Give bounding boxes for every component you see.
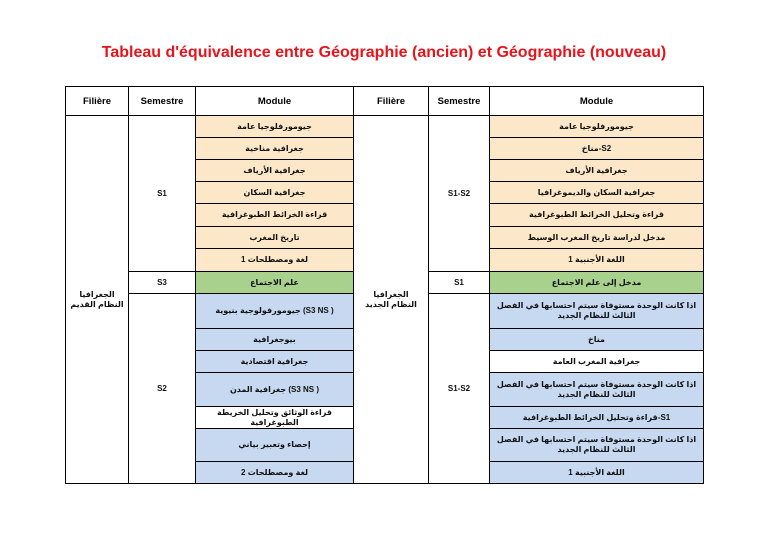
old-module-cell: علم الاجتماع (196, 272, 354, 294)
new-module-cell: جغرافية السكان والديموغرافيا (490, 182, 704, 204)
page-title: Tableau d'équivalence entre Géographie (ancien) et Géographie (nouveau) (101, 44, 667, 61)
new-module-cell: S2-مناخ (490, 138, 704, 160)
new-module-cell: S1-قراءة وتحليل الخرائط الطبوغرافية (490, 407, 704, 429)
new-module-cell: اللغة الأجنبية 1 (490, 249, 704, 272)
old-module-cell: ( S3 NS) جيومورفولوجية بنيوية (196, 294, 354, 329)
new-filiere-line2: النظام الجديد (365, 299, 417, 309)
header-module-old: Module (196, 87, 354, 116)
old-module-cell: جيومورفلوجيا عامة (196, 116, 354, 138)
old-module-cell: جغرافية اقتصادية (196, 351, 354, 373)
new-module-cell: جيومورفلوجيا عامة (490, 116, 704, 138)
old-module-cell: لغة ومصطلحات 1 (196, 249, 354, 272)
header-filiere-new: Filière (354, 87, 429, 116)
header-module-new: Module (490, 87, 704, 116)
new-module-cell: اذا كانت الوحدة مستوفاة سيتم احتسابها في الفصل الثالث للنظام الجديد (490, 373, 704, 407)
new-module-cell: مدخل لدراسة تاريخ المغرب الوسيط (490, 227, 704, 249)
old-module-cell: جغرافية مناخية (196, 138, 354, 160)
old-semester-s2: S2 (129, 294, 196, 484)
old-module-cell: إحصاء وتعبير بياني (196, 429, 354, 462)
new-module-cell: اذا كانت الوحدة مستوفاة سيتم احتسابها في الفصل الثالث للنظام الجديد (490, 429, 704, 462)
old-module-cell: قراءة الخرائط الطبوغرافية (196, 204, 354, 227)
old-module-cell: ( S3 NS) جغرافية المدن (196, 373, 354, 407)
old-filiere-line1: الجغرافيا (79, 289, 115, 299)
old-filiere-line2: النظام القديم (70, 299, 124, 309)
old-module-cell: بيوجغرافية (196, 329, 354, 351)
new-module-cell: قراءة وتحليل الخرائط الطبوغرافية (490, 204, 704, 227)
old-module-cell: تاريخ المغرب (196, 227, 354, 249)
new-module-cell: جغرافية الأرياف (490, 160, 704, 182)
old-module-cell: جغرافية الأرياف (196, 160, 354, 182)
header-semestre-old: Semestre (129, 87, 196, 116)
old-module-cell: قراءة الوثائق وتحليل الخريطة الطبوغرافية (196, 407, 354, 429)
new-semester-s1s2-a: S1-S2 (429, 116, 490, 272)
header-filiere-old: Filière (66, 87, 129, 116)
old-module-cell: جغرافية السكان (196, 182, 354, 204)
new-filiere-cell (354, 116, 429, 484)
old-semester-s3: S3 (129, 272, 196, 294)
old-semester-s1: S1 (129, 116, 196, 272)
new-module-cell: مدخل إلى علم الاجتماع (490, 272, 704, 294)
new-module-cell: اللغة الأجنبية 1 (490, 462, 704, 484)
equivalence-table (65, 86, 704, 484)
header-semestre-new: Semestre (429, 87, 490, 116)
table-row (66, 116, 704, 138)
old-module-cell: لغة ومصطلحات 2 (196, 462, 354, 484)
old-filiere-cell (66, 116, 129, 484)
new-module-cell: اذا كانت الوحدة مستوفاة سيتم احتسابها في الفصل الثالث للنظام الجديد (490, 294, 704, 329)
new-module-cell: جغرافية المغرب العامة (490, 351, 704, 373)
new-semester-s1: S1 (429, 272, 490, 294)
new-module-cell: مناخ (490, 329, 704, 351)
table-header-row (66, 87, 704, 116)
new-filiere-line1: الجغرافيا (373, 289, 409, 299)
new-semester-s1s2-b: S1-S2 (429, 294, 490, 484)
